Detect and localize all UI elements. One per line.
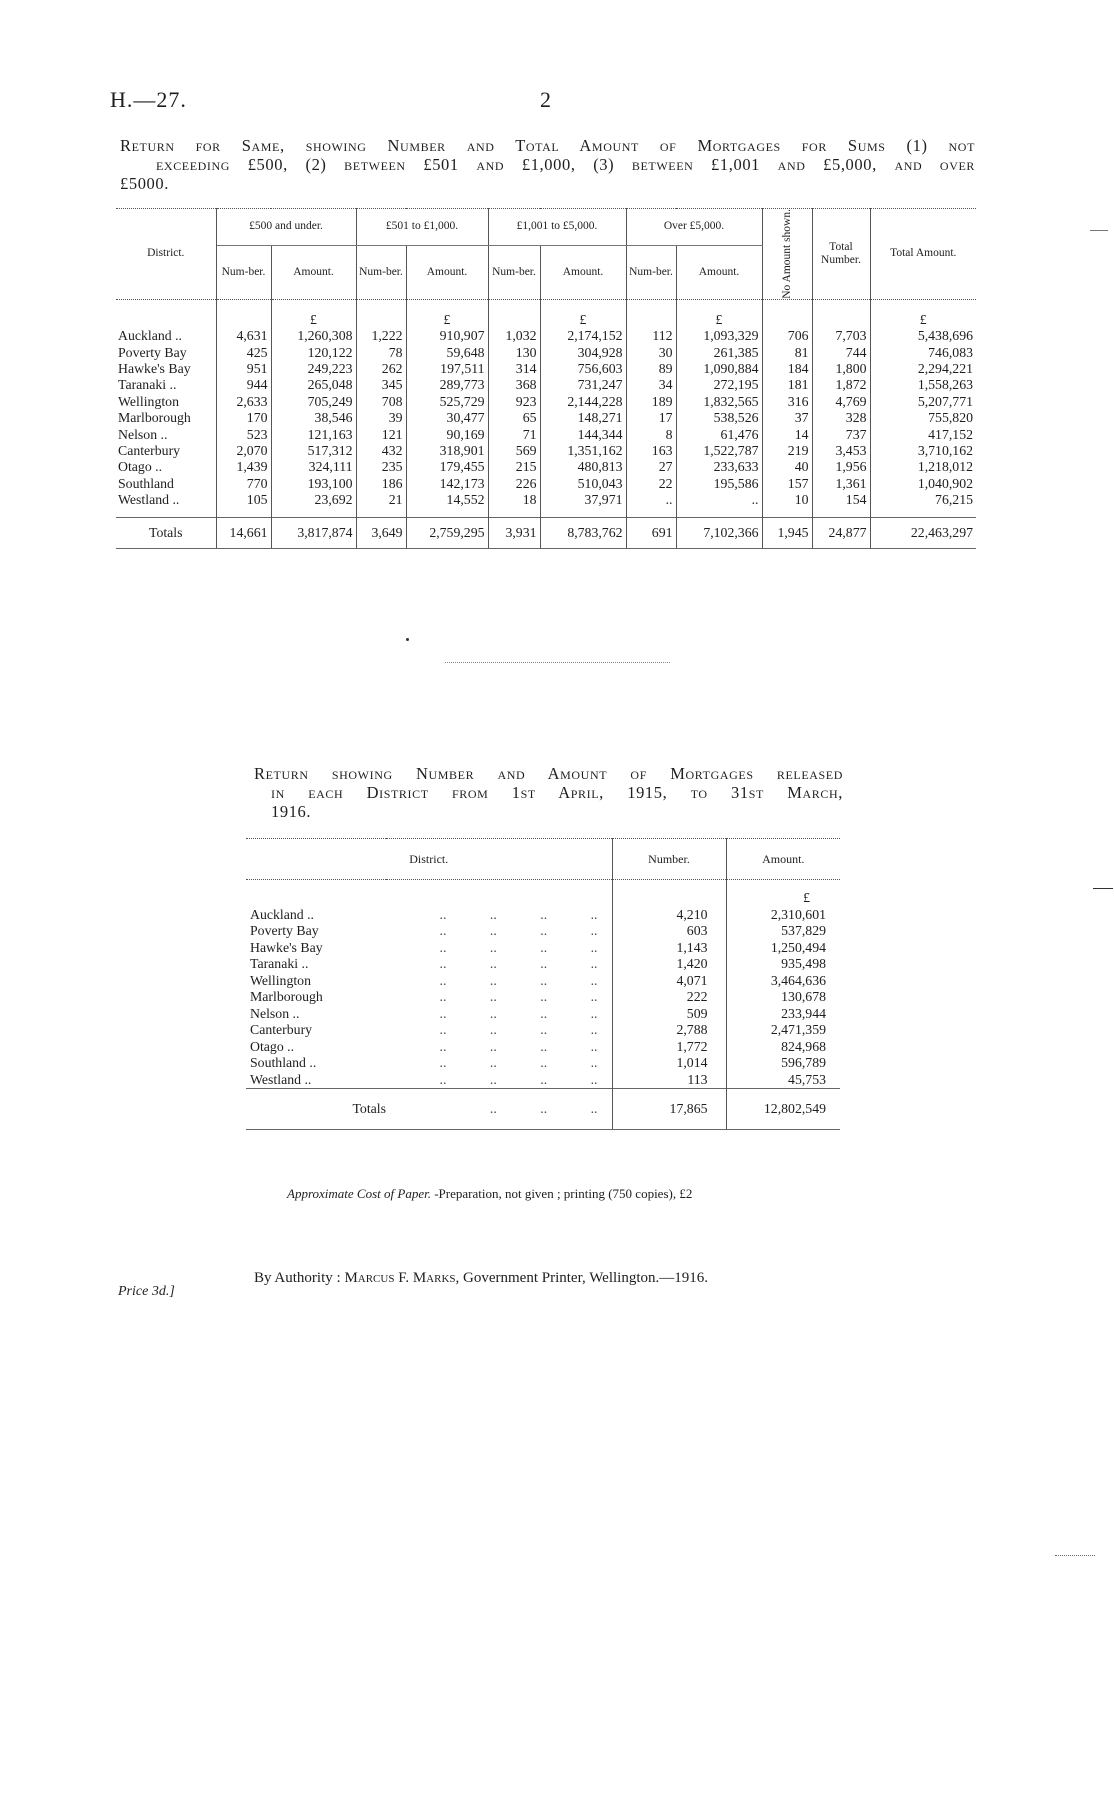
- cell-tn: 744: [812, 345, 870, 361]
- cell-a4: 1,093,329: [676, 328, 762, 344]
- leader-dots: .. .. .. ..: [386, 1055, 612, 1072]
- leader-dots: .. .. ..: [386, 1089, 612, 1130]
- cell-n1: 2,633: [216, 394, 271, 410]
- cell-a2: 318,901: [406, 443, 488, 459]
- header-group-over-5000: Over £5,000.: [626, 209, 762, 246]
- table-row: [116, 427, 976, 443]
- district-name: Auckland ..: [250, 906, 314, 922]
- total-a1: 3,817,874: [271, 517, 356, 548]
- totals-row: [246, 1089, 840, 1130]
- cell-tn: 4,769: [812, 394, 870, 410]
- cell-n3: 368: [488, 377, 540, 393]
- released-number: 603: [612, 923, 726, 940]
- released-amount: 596,789: [781, 1055, 826, 1070]
- district-name: Canterbury: [116, 443, 216, 459]
- total-n3: 3,931: [488, 517, 540, 548]
- table-row: [116, 476, 976, 492]
- cell-n3: 1,032: [488, 328, 540, 344]
- table1-title-line1: Return for Same, showing Number and Total Amount of Mortgages for Sums (1) not: [120, 136, 975, 155]
- cell-a1: 38,546: [271, 410, 356, 426]
- cell-a1: 705,249: [271, 394, 356, 410]
- table1-title: [120, 136, 975, 193]
- cell-a1: 249,223: [271, 361, 356, 377]
- cell-n3: 130: [488, 345, 540, 361]
- table2-title-line3: 1916.: [271, 802, 312, 821]
- released-amount: 824,968: [781, 1038, 826, 1054]
- released-number: 2,788: [612, 1022, 726, 1039]
- cell-a3: 2,174,152: [540, 328, 626, 344]
- cell-na: 181: [762, 377, 812, 393]
- cell-n1: 170: [216, 410, 271, 426]
- cell-a3: 731,247: [540, 377, 626, 393]
- totals-label: Totals: [116, 517, 216, 548]
- table2-title: [254, 764, 843, 821]
- district-name: Marlborough: [250, 989, 323, 1004]
- table-row: [116, 459, 976, 475]
- leader-dots: .. .. .. ..: [386, 989, 612, 1006]
- district-name: Westland ..: [116, 492, 216, 508]
- table-row: [246, 907, 840, 924]
- district-name: Hawke's Bay: [250, 939, 323, 955]
- table-row: [246, 1072, 840, 1089]
- header-group-1001-5000: £1,001 to £5,000.: [488, 209, 626, 246]
- cell-n3: 71: [488, 427, 540, 443]
- released-amount: 3,464,636: [770, 972, 826, 988]
- cell-n4: ..: [626, 492, 676, 508]
- released-amount: 2,471,359: [770, 1022, 826, 1037]
- table2-title-line1: Return showing Number and Amount of Mortgages released: [254, 764, 843, 783]
- cell-a4: 61,476: [676, 427, 762, 443]
- cell-n1: 1,439: [216, 459, 271, 475]
- table-row: [246, 956, 840, 973]
- cell-ta: 5,207,771: [917, 393, 973, 409]
- currency-symbol: £: [676, 312, 762, 328]
- margin-mark: [1090, 230, 1108, 231]
- cell-na: 184: [762, 361, 812, 377]
- cell-n2: 1,222: [356, 328, 406, 344]
- header-group-500-under: £500 and under.: [216, 209, 356, 246]
- cell-tn: 1,361: [812, 476, 870, 492]
- total-a4: 7,102,366: [676, 517, 762, 548]
- cell-n2: 39: [356, 410, 406, 426]
- table-row: [116, 410, 976, 426]
- header-amount: Amount.: [406, 245, 488, 299]
- released-amount: 935,498: [781, 956, 826, 971]
- table2-title-line2: in each District from 1st April, 1915, to 31st March,: [271, 783, 843, 802]
- cell-a4: 272,195: [676, 377, 762, 393]
- cost-label: Approximate Cost of Paper.: [287, 1186, 431, 1201]
- table-row: [246, 923, 840, 940]
- cell-na: 157: [762, 476, 812, 492]
- margin-mark: [1093, 888, 1113, 889]
- cell-n3: 314: [488, 361, 540, 377]
- table-row: [116, 345, 976, 361]
- cell-tn: 154: [812, 492, 870, 508]
- cell-n1: 425: [216, 345, 271, 361]
- cell-n2: 235: [356, 459, 406, 475]
- header-number: Num-ber.: [216, 245, 271, 299]
- total-n4: 691: [626, 517, 676, 548]
- cell-n1: 4,631: [216, 328, 271, 344]
- cell-a4: ..: [676, 492, 762, 508]
- currency-symbol: £: [803, 890, 810, 905]
- released-number: 1,143: [612, 940, 726, 957]
- leader-dots: .. .. .. ..: [386, 940, 612, 957]
- header-district: District.: [116, 209, 216, 300]
- cell-a1: 324,111: [271, 459, 356, 475]
- cell-na: 706: [762, 328, 812, 344]
- table-row: [246, 989, 840, 1006]
- district-name: Taranaki ..: [250, 956, 309, 971]
- section-divider: [445, 662, 670, 663]
- cell-a1: 23,692: [271, 492, 356, 508]
- table-row: [116, 492, 976, 508]
- cell-a2: 197,511: [406, 361, 488, 377]
- mortgages-by-sum-table: [116, 208, 976, 549]
- table1-title-line3: £5000.: [120, 174, 169, 193]
- ink-dot: [406, 638, 409, 641]
- authority-imprint: [254, 1270, 708, 1287]
- header-group-501-1000: £501 to £1,000.: [356, 209, 488, 246]
- released-number: 1,420: [612, 956, 726, 973]
- cell-tn: 1,956: [812, 459, 870, 475]
- cell-ta: 2,294,221: [917, 361, 973, 376]
- table-row: [116, 377, 976, 393]
- currency-symbol: £: [540, 312, 626, 328]
- leader-dots: .. .. .. ..: [386, 1072, 612, 1089]
- district-name: Canterbury: [250, 1022, 313, 1037]
- cell-n4: 22: [626, 476, 676, 492]
- table-row: [246, 1006, 840, 1023]
- cell-ta: 417,152: [928, 426, 973, 442]
- cell-a4: 233,633: [676, 459, 762, 475]
- cell-n4: 8: [626, 427, 676, 443]
- district-name: Poverty Bay: [250, 923, 319, 938]
- total-amount: 12,802,549: [726, 1089, 840, 1130]
- cell-a3: 148,271: [540, 410, 626, 426]
- cell-n2: 345: [356, 377, 406, 393]
- cell-a4: 261,385: [676, 345, 762, 361]
- document-reference: H.—27.: [110, 87, 187, 112]
- cell-a3: 756,603: [540, 361, 626, 377]
- district-name: Taranaki ..: [116, 377, 216, 393]
- price-note: Price 3d.]: [118, 1284, 175, 1299]
- cell-n3: 65: [488, 410, 540, 426]
- cell-a2: 90,169: [406, 427, 488, 443]
- cell-n2: 78: [356, 345, 406, 361]
- authority-prefix: By Authority :: [254, 1270, 341, 1286]
- cell-a4: 1,832,565: [676, 394, 762, 410]
- cell-n4: 163: [626, 443, 676, 459]
- cell-ta: 755,820: [928, 410, 973, 426]
- table-row: [246, 973, 840, 990]
- cell-na: 316: [762, 394, 812, 410]
- released-amount: 1,250,494: [770, 939, 826, 955]
- table1-title-line2: exceeding £500, (2) between £501 and £1,000, (3) between £1,001 and £5,000, and over: [156, 155, 975, 174]
- cell-ta: 3,710,162: [917, 443, 973, 459]
- cell-a3: 2,144,228: [540, 394, 626, 410]
- cell-a2: 14,552: [406, 492, 488, 508]
- leader-dots: .. .. .. ..: [386, 1022, 612, 1039]
- cell-a2: 142,173: [406, 476, 488, 492]
- page-number: 2: [540, 87, 551, 112]
- cell-tn: 3,453: [812, 443, 870, 459]
- cell-a4: 1,090,884: [676, 361, 762, 377]
- cell-a2: 525,729: [406, 394, 488, 410]
- cell-n4: 112: [626, 328, 676, 344]
- released-number: 222: [612, 989, 726, 1006]
- cell-tn: 1,800: [812, 361, 870, 377]
- cell-n1: 770: [216, 476, 271, 492]
- cell-n3: 569: [488, 443, 540, 459]
- released-amount: 2,310,601: [770, 906, 826, 922]
- cell-a1: 193,100: [271, 476, 356, 492]
- cell-ta: 1,218,012: [917, 459, 973, 475]
- cell-n1: 944: [216, 377, 271, 393]
- cell-n2: 186: [356, 476, 406, 492]
- leader-dots: .. .. .. ..: [386, 973, 612, 990]
- cell-na: 14: [762, 427, 812, 443]
- table-row: [246, 1022, 840, 1039]
- district-name: Westland ..: [250, 1071, 312, 1087]
- cell-n4: 34: [626, 377, 676, 393]
- leader-dots: .. .. .. ..: [386, 1006, 612, 1023]
- cost-of-paper-note: [287, 1186, 692, 1202]
- total-n2: 3,649: [356, 517, 406, 548]
- cell-ta: 1,040,902: [917, 475, 973, 491]
- released-number: 509: [612, 1006, 726, 1023]
- released-number: 4,210: [612, 907, 726, 924]
- totals-label: Totals: [246, 1089, 386, 1130]
- header-amount: Amount.: [271, 245, 356, 299]
- table-row: [116, 328, 976, 344]
- header-amount: Amount.: [762, 851, 805, 866]
- cell-a3: 37,971: [540, 492, 626, 508]
- currency-symbol: £: [406, 312, 488, 328]
- district-name: Auckland ..: [116, 328, 216, 344]
- cell-a1: 265,048: [271, 377, 356, 393]
- district-name: Hawke's Bay: [116, 361, 216, 377]
- cell-a4: 538,526: [676, 410, 762, 426]
- cell-a4: 1,522,787: [676, 443, 762, 459]
- cell-n2: 708: [356, 394, 406, 410]
- released-amount: 537,829: [781, 923, 826, 938]
- header-amount: Amount.: [676, 245, 762, 299]
- released-number: 113: [612, 1072, 726, 1089]
- district-name: Nelson ..: [116, 427, 216, 443]
- header-number: Number.: [612, 839, 726, 880]
- header-total-number: Total Number.: [812, 209, 870, 300]
- cell-a3: 480,813: [540, 459, 626, 475]
- cell-a3: 510,043: [540, 476, 626, 492]
- cell-a4: 195,586: [676, 476, 762, 492]
- cell-n4: 27: [626, 459, 676, 475]
- cell-n3: 923: [488, 394, 540, 410]
- cell-n4: 17: [626, 410, 676, 426]
- cell-n1: 523: [216, 427, 271, 443]
- cell-n4: 189: [626, 394, 676, 410]
- cell-n4: 30: [626, 345, 676, 361]
- cell-a1: 121,163: [271, 427, 356, 443]
- cell-n2: 262: [356, 361, 406, 377]
- total-a3: 8,783,762: [540, 517, 626, 548]
- table-row: [116, 394, 976, 410]
- cell-a2: 179,455: [406, 459, 488, 475]
- released-amount: 233,944: [781, 1005, 826, 1021]
- cell-tn: 7,703: [812, 328, 870, 344]
- cell-a2: 59,648: [406, 345, 488, 361]
- leader-dots: .. .. .. ..: [386, 907, 612, 924]
- cell-a3: 1,351,162: [540, 443, 626, 459]
- cell-tn: 1,872: [812, 377, 870, 393]
- printer-name: Marcus F. Marks: [344, 1270, 456, 1286]
- table-row: [246, 1039, 840, 1056]
- header-total-amount: Total Amount.: [890, 247, 957, 260]
- cell-a2: 30,477: [406, 410, 488, 426]
- totals-row: [116, 517, 976, 548]
- margin-mark: [1055, 1555, 1095, 1556]
- cell-a3: 144,344: [540, 427, 626, 443]
- cell-a1: 120,122: [271, 345, 356, 361]
- total-ta: 22,463,297: [870, 517, 976, 548]
- released-number: 4,071: [612, 973, 726, 990]
- mortgages-released-table: [246, 838, 840, 1130]
- leader-dots: .. .. .. ..: [386, 1039, 612, 1056]
- cell-na: 10: [762, 492, 812, 508]
- cell-n3: 215: [488, 459, 540, 475]
- leader-dots: .. .. .. ..: [386, 956, 612, 973]
- cell-a3: 304,928: [540, 345, 626, 361]
- header-number: Num-ber.: [356, 245, 406, 299]
- total-tn: 24,877: [812, 517, 870, 548]
- cell-a2: 289,773: [406, 377, 488, 393]
- district-name: Nelson ..: [250, 1005, 300, 1021]
- cell-a1: 1,260,308: [271, 328, 356, 344]
- cell-na: 40: [762, 459, 812, 475]
- district-name: Otago ..: [250, 1038, 295, 1054]
- cell-n3: 18: [488, 492, 540, 508]
- header-district: District.: [246, 839, 612, 880]
- authority-suffix: , Government Printer, Wellington.—1916.: [455, 1270, 708, 1286]
- district-name: Southland: [116, 476, 216, 492]
- cell-na: 81: [762, 345, 812, 361]
- cell-n1: 2,070: [216, 443, 271, 459]
- cell-ta: 5,438,696: [917, 328, 973, 344]
- table-row: [116, 361, 976, 377]
- header-no-amount: No Amount shown.: [762, 209, 812, 300]
- released-amount: 130,678: [781, 989, 826, 1004]
- cell-a1: 517,312: [271, 443, 356, 459]
- cell-ta: 1,558,263: [917, 377, 973, 393]
- district-name: Otago ..: [116, 459, 216, 475]
- district-name: Southland ..: [250, 1055, 317, 1070]
- table-row: [246, 940, 840, 957]
- total-number: 17,865: [612, 1089, 726, 1130]
- cell-n3: 226: [488, 476, 540, 492]
- header-number: Num-ber.: [626, 245, 676, 299]
- header-amount: Amount.: [540, 245, 626, 299]
- cell-ta: 76,215: [935, 492, 973, 508]
- cell-tn: 328: [812, 410, 870, 426]
- released-number: 1,772: [612, 1039, 726, 1056]
- currency-symbol: £: [919, 311, 927, 327]
- total-a2: 2,759,295: [406, 517, 488, 548]
- total-na: 1,945: [762, 517, 812, 548]
- cell-ta: 746,083: [928, 344, 973, 360]
- released-number: 1,014: [612, 1055, 726, 1072]
- cell-na: 219: [762, 443, 812, 459]
- released-amount: 45,753: [788, 1071, 826, 1087]
- cell-n1: 951: [216, 361, 271, 377]
- cell-n2: 121: [356, 427, 406, 443]
- leader-dots: .. .. .. ..: [386, 923, 612, 940]
- currency-symbol: £: [271, 312, 356, 328]
- district-name: Wellington: [116, 394, 216, 410]
- cell-n2: 432: [356, 443, 406, 459]
- cell-na: 37: [762, 410, 812, 426]
- table-row: [246, 1055, 840, 1072]
- cost-text: -Preparation, not given ; printing (750 copies), £2: [434, 1186, 693, 1201]
- total-n1: 14,661: [216, 517, 271, 548]
- district-name: Marlborough: [116, 410, 216, 426]
- cell-n2: 21: [356, 492, 406, 508]
- cell-tn: 737: [812, 427, 870, 443]
- header-number: Num-ber.: [488, 245, 540, 299]
- cell-a2: 910,907: [406, 328, 488, 344]
- cell-n4: 89: [626, 361, 676, 377]
- table-row: [116, 443, 976, 459]
- district-name: Wellington: [250, 972, 311, 988]
- cell-n1: 105: [216, 492, 271, 508]
- district-name: Poverty Bay: [116, 345, 216, 361]
